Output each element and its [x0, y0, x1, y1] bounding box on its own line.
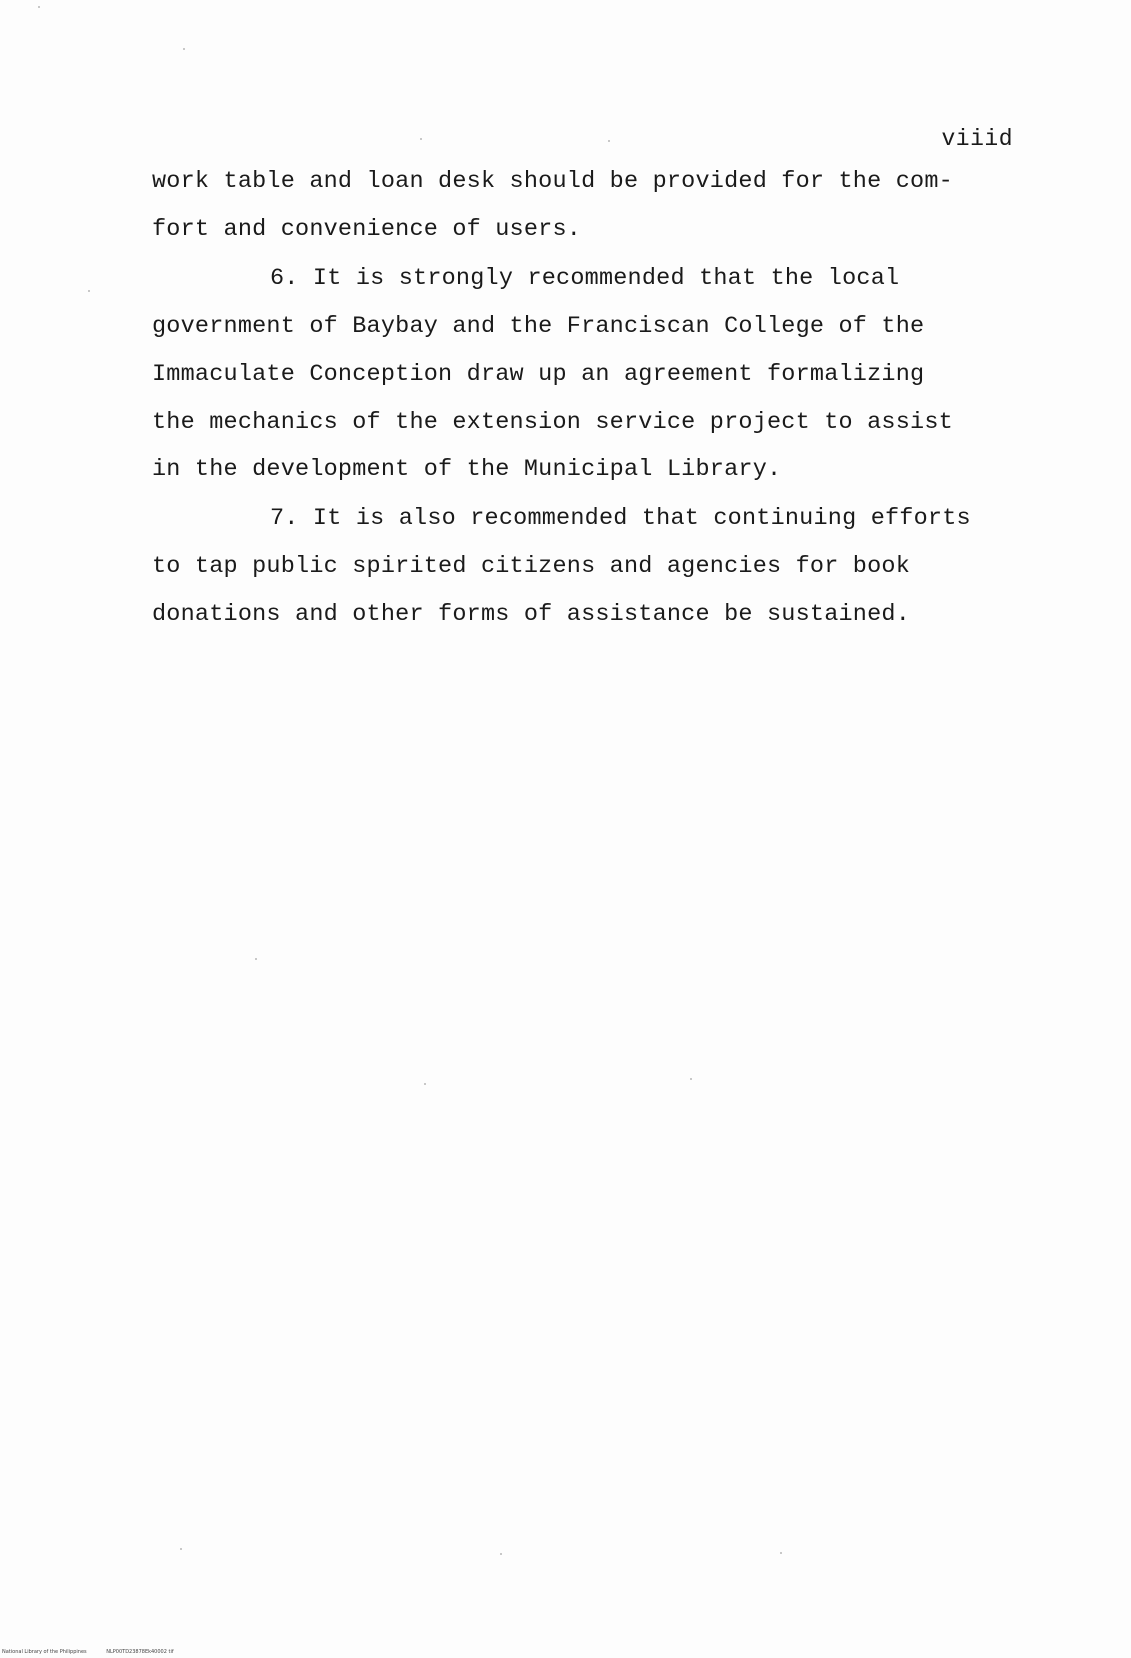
- page-number: viiid: [941, 126, 1013, 152]
- text-line: the mechanics of the extension service project to assist: [152, 409, 953, 436]
- text-line: work table and loan desk should be provided for the com-: [152, 168, 953, 195]
- scan-speck: [88, 290, 90, 292]
- paragraph-6-start: 6. It is strongly recommended that the local: [270, 265, 900, 292]
- scan-speck: [183, 48, 185, 50]
- footer-institution: National Library of the Philippines: [2, 1649, 87, 1655]
- text-line: Immaculate Conception draw up an agreement formalizing: [152, 361, 925, 388]
- footer-file-id: NLP00TD23878Ek40002 tif: [106, 1649, 174, 1655]
- scan-speck: [38, 6, 40, 8]
- scan-footer: [2, 1649, 192, 1655]
- scan-speck: [500, 1553, 502, 1555]
- scan-speck: [255, 958, 257, 960]
- scan-speck: [608, 140, 610, 142]
- scan-speck: [424, 1083, 426, 1085]
- scan-speck: [180, 1548, 182, 1550]
- text-line: fort and convenience of users.: [152, 216, 582, 243]
- scan-speck: [780, 1552, 782, 1554]
- text-line: donations and other forms of assistance be sustained.: [152, 601, 911, 628]
- scan-speck: [420, 138, 422, 140]
- text-line: government of Baybay and the Franciscan College of the: [152, 313, 925, 340]
- text-line: in the development of the Municipal Library.: [152, 456, 782, 483]
- paragraph-7-start: 7. It is also recommended that continuing efforts: [270, 505, 971, 532]
- scan-speck: [690, 1078, 692, 1080]
- text-line: to tap public spirited citizens and agencies for book: [152, 553, 911, 580]
